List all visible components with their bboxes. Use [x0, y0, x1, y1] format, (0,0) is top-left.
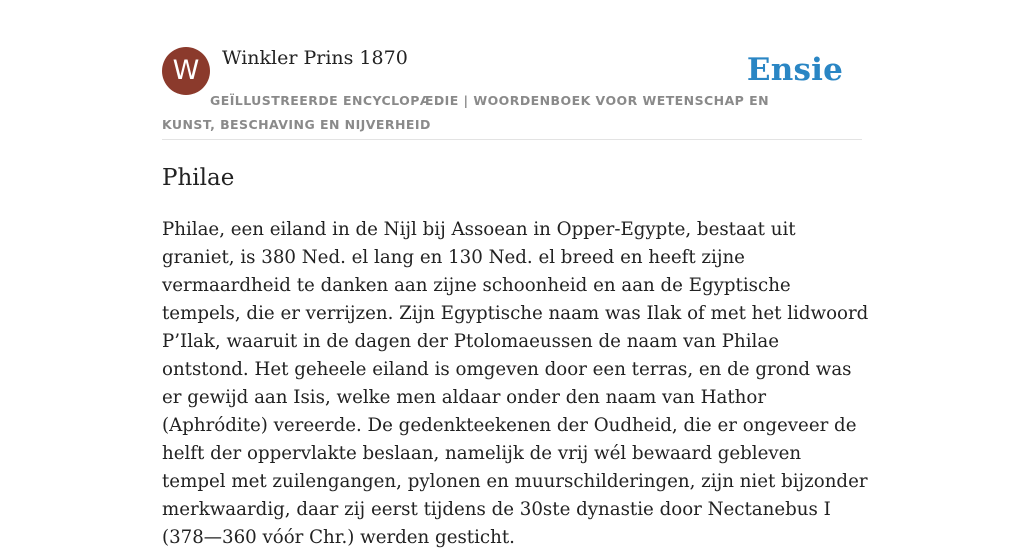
avatar: W: [162, 47, 210, 95]
entry-body: Philae, een eiland in de Nijl bij Assoean in Opper-Egypte, bestaat uit graniet, is 380 Ned. el lang en 130 Ned. el breed en heeft zijne vermaardheid te danken aan zijne schoonheid en aan de Egyptische tempels, die er verrijzen. Zijn Egyptische naam was Ilak of met het lidwoord P’Ilak, waaruit in de dagen der Ptolomaeussen de naam van Philae ontstond. Het geheele eiland is omgeven door een terras, en de grond was er gewijd aan Isis, welke men aldaar onder den naam van Hathor (Aphródite) vereerde. De gedenkteekenen der Oudheid, die er ongeveer de helft der oppervlakte beslaan, namelijk de vrij wél bewaard gebleven tempel met zuilengangen, pylonen en muurschilderingen, zijn niet bijzonder merkwaardig, daar zij eerst tijdens de 30ste dynastie door Nectanebus I (378—360 vóór Chr.) werden gesticht.: [162, 219, 869, 548]
ensie-logo[interactable]: Ensie: [746, 52, 843, 88]
header-divider: [162, 139, 862, 140]
source-subtitle: GEÏLLUSTREERDE ENCYCLOPÆDIE | WOORDENBOEK VOOR WETENSCHAP EN KUNST, BESCHAVING EN NIJVERHEID: [162, 93, 770, 132]
source-title[interactable]: Winkler Prins 1870: [222, 47, 408, 69]
entry-title: Philae: [162, 165, 235, 191]
